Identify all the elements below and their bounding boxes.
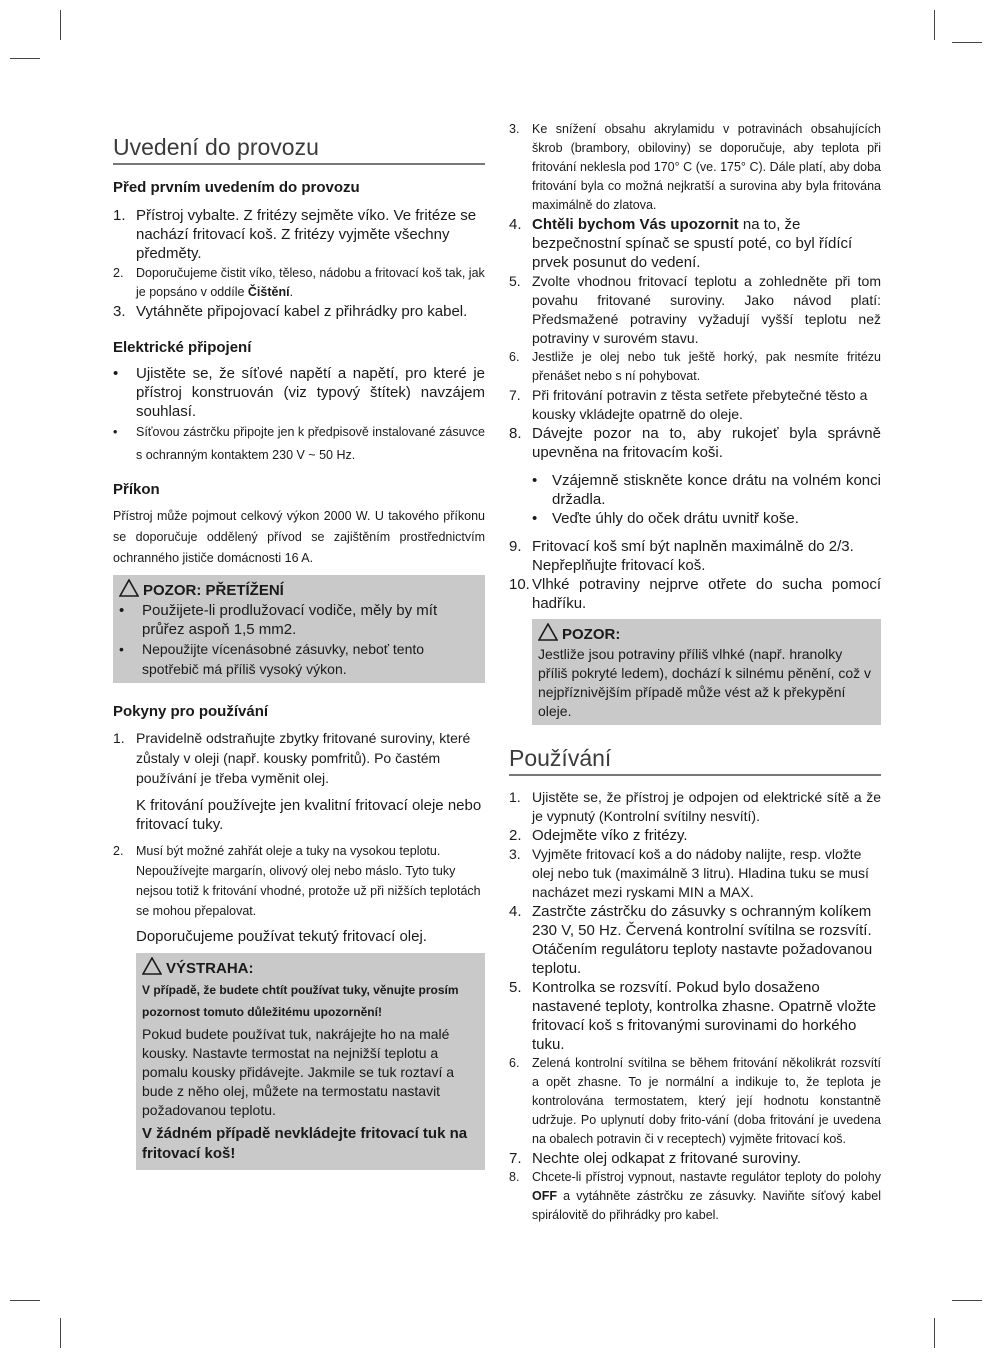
bullet-item: • Vzájemně stiskněte konce drátu na volném konci držadla. (532, 472, 881, 508)
heading-usage-notes: Pokyny pro používání (113, 703, 269, 720)
list-item: 4. Zastrčte zástrčku do zásuvky s ochranným kolíkem 230 V, 50 Hz. Červená kontrolní svítilna se rozsvítí. Otáčením regulátoru teploty nastavte požadovanou teplotu. (509, 903, 873, 977)
bullet-item: • Použijete-li prodlužovací vodiče, měly by mít průřez aspoň 1,5 mm2. (119, 602, 438, 638)
list-item: 3. Vyjměte fritovací koš a do nádoby nalijte, resp. vložte olej nebo tuk (maximálně 3 litru). Hladina tuku se musí nacházet mezi ryskami MIN a MAX. (509, 846, 869, 900)
overload-warning-title: POZOR: PŘETÍŽENÍ (119, 579, 479, 601)
usage-note: Doporučujeme používat tekutý fritovací olej. (136, 928, 427, 945)
list-item: 3. Vytáhněte připojovací kabel z přihrádky pro kabel. (113, 303, 468, 320)
right-column (509, 118, 881, 1225)
fat-warning-title: VÝSTRAHA: (142, 957, 479, 979)
list-item: 1. Pravidelně odstraňujte zbytky fritované suroviny, které zůstaly v oleji (např. kousky pomfritů). Po častém používání je třeba vyměnit olej. (113, 730, 471, 786)
crop-mark (10, 58, 40, 59)
warning-triangle-icon (538, 623, 558, 641)
crop-mark (952, 1300, 982, 1301)
bullet-item: • Síťovou zástrčku připojte jen k předpisově instalované zásuvce s ochranným kontaktem 230 V ~ 50 Hz. (113, 425, 485, 462)
fat-warning-box (136, 953, 485, 1170)
warning-triangle-icon (119, 579, 139, 597)
list-item: 8. Chcete-li přístroj vypnout, nastavte regulátor teploty do polohy OFF a vytáhněte zástrčku ze zásuvky. Naviňte síťový kabel spirálovitě do přihrádky pro kabel. (509, 1170, 881, 1222)
section-title-usage: Používání (509, 745, 881, 776)
list-item: 2. Musí být možné zahřát oleje a tuky na vysokou teplotu. Nepoužívejte margarín, olivový olej nebo máslo. Tyto tuky nejsou totiž k fritování vhodné, protože už při nižších teplotách se mohou přepalovat. (113, 844, 481, 918)
list-item: 5. Kontrolka se rozsvítí. Pokud bylo dosaženo nastavené teploty, kontrolka zhasne. Opatrně vložte fritovací koš s fritovanými surovinami do horkého tuku. (509, 979, 877, 1053)
power-text: Přístroj může pojmout celkový výkon 2000 W. U takového příkonu se doporučuje oddělený přívod se zajištěním prostřednictvím ochranného jističe domácnosti 16 A. (113, 509, 485, 565)
list-item: 2. Doporučujeme čistit víko, těleso, nádobu a fritovací koš tak, jak je popsáno v oddíle Čištění. (113, 266, 485, 299)
bullet-item: • Ujistěte se, že síťové napětí a napětí, pro které je přístroj konstruován (viz typový štítek) navzájem souhlasí. (113, 365, 485, 420)
bullet-item: • Veďte úhly do oček drátu uvnitř koše. (532, 510, 799, 527)
fat-warning-text: Pokud budete používat tuk, nakrájejte ho na malé kousky. Nastavte termostat na nejnižší teplotu a pomalu kousky přidávejte. Jakmile se tuk roztaví a bude z něho olej, můžete na termostatu nastavit požadovanou teplotu. (142, 1026, 455, 1118)
list-item: 10. Vlhké potraviny nejprve otřete do sucha pomocí hadříku. (509, 576, 881, 612)
caution-box (532, 619, 881, 725)
fat-warning-final: V žádném případě nevkládejte fritovací tuk na fritovací koš! (142, 1125, 468, 1162)
list-item: 5. Zvolte vhodnou fritovací teplotu a zohledněte při tom povahu fritované suroviny. Jako návod platí: Předsmažené potraviny vyžadují vyšší teplotu než potraviny v surovém stavu. (509, 273, 881, 346)
crop-mark (60, 1318, 61, 1348)
list-item: 1. Ujistěte se, že přístroj je odpojen od elektrické sítě a že je vypnutý (Kontrolní svítilny nesvítí). (509, 789, 881, 824)
crop-mark (934, 10, 935, 40)
heading-first-use: Před prvním uvedením do provozu (113, 179, 360, 196)
list-item: 4. Chtěli bychom Vás upozornit na to, že bezpečnostní spínač se spustí poté, co byl řídící prvek posunut do vedení. (509, 216, 853, 271)
list-item: 8. Dávejte pozor na to, aby rukojeť byla správně upevněna na fritovacím koši. (509, 425, 881, 461)
list-item: 6. Jestliže je olej nebo tuk ještě horký, pak nesmíte fritézu přenášet nebo s ní pohybovat. (509, 350, 881, 383)
usage-note: K fritování používejte jen kvalitní fritovací oleje nebo fritovací tuky. (136, 797, 482, 833)
list-item: 1. Přístroj vybalte. Z fritézy sejměte víko. Ve fritéze se nachází fritovací koš. Z fritézy vyjměte všechny předměty. (113, 207, 477, 262)
list-item: 3. Ke snížení obsahu akrylamidu v potravinách obsahujících škrob (brambory, obiloviny) se doporučuje, aby teplota při fritování neklesla pod 170° C (ve. 175° C). Dále platí, aby doba fritování byla co možná nejkratší a surovina aby byla fritována maximálně do zlatova. (509, 122, 881, 212)
list-item: 7. Při fritování potravin z těsta setřete přebytečné těsto a kousky vkládejte opatrně do oleje. (509, 387, 868, 422)
warning-triangle-icon (142, 957, 162, 975)
heading-electric: Elektrické připojení (113, 339, 252, 356)
fat-warning-bold: V případě, že budete chtít používat tuky, věnujte prosím pozornost tomuto důležitému upozornění! (142, 983, 459, 1019)
caution-title: POZOR: (538, 623, 875, 645)
heading-power: Příkon (113, 481, 160, 498)
crop-mark (952, 42, 982, 43)
bullet-item: • Nepoužijte vícenásobné zásuvky, neboť tento spotřebič má příliš vysoký výkon. (119, 641, 425, 677)
list-item: 2. Odejměte víko z fritézy. (509, 827, 688, 844)
left-column (113, 118, 485, 1170)
list-item: 7. Nechte olej odkapat z fritované suroviny. (509, 1150, 802, 1167)
caution-text: Jestliže jsou potraviny příliš vlhké (např. hranolky příliš pokryté ledem), dochází k silnému pěnění, což v nejpříznivějším případě může vést až k překypění oleje. (538, 646, 872, 719)
crop-mark (934, 1318, 935, 1348)
overload-warning-box (113, 575, 485, 683)
crop-mark (60, 10, 61, 40)
list-item: 9. Fritovací koš smí být naplněn maximálně do 2/3. Nepřeplňujte fritovací koš. (509, 538, 854, 574)
list-item: 6. Zelená kontrolní svítilna se během fritování několikrát rozsvítí a opět zhasne. To je normální a indikuje to, že teplota je kontrolována termostatem, který její hodnotu konstantně udržuje. Po uplynutí doby frito-vání (doba fritování je uvedena na obalech potravin či v receptech) vyjměte fritovací koš. (509, 1056, 881, 1146)
section-title-startup: Uvedení do provozu (113, 134, 485, 165)
crop-mark (10, 1300, 40, 1301)
handle-steps (532, 471, 881, 528)
